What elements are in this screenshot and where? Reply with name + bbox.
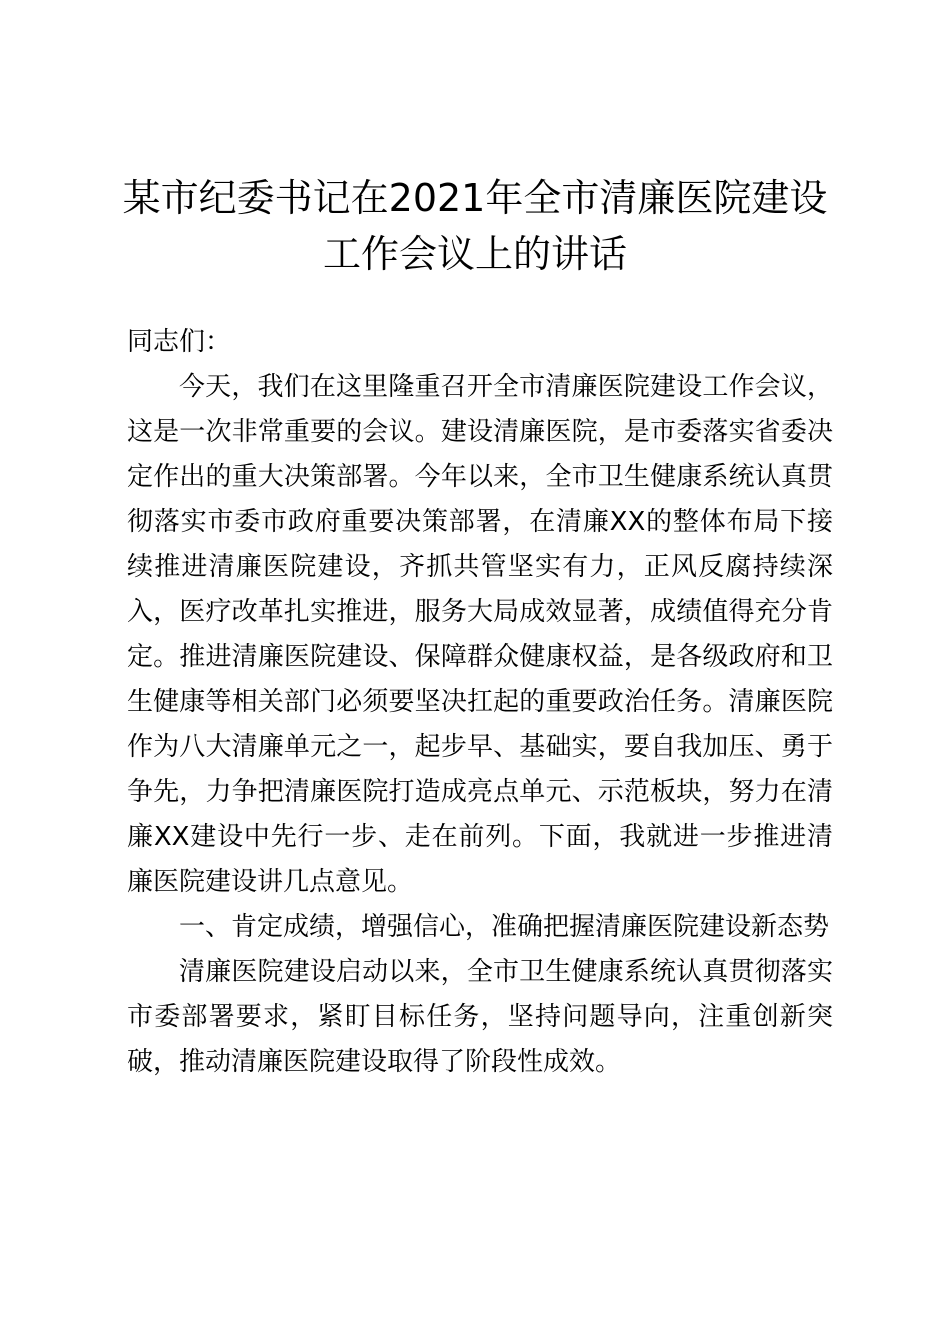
greeting: 同志们： <box>127 327 232 357</box>
section-heading: 一、肯定成绩，增强信心，准确把握清廉医院建设新态势 <box>179 912 830 942</box>
document-body <box>127 320 833 1085</box>
document-title: 某市纪委书记在2021年全市清廉医院建设工作会议上的讲话 <box>122 176 828 276</box>
paragraph-section-one: 清廉医院建设启动以来，全市卫生健康系统认真贯彻落实市委部署要求，紧盯目标任务，坚持问题导向，注重创新突破，推动清廉医院建设取得了阶段性成效。 <box>127 957 833 1077</box>
paragraph-intro: 今天，我们在这里隆重召开全市清廉医院建设工作会议，这是一次非常重要的会议。建设清廉医院，是市委落实省委决定作出的重大决策部署。今年以来，全市卫生健康系统认真贯彻落实市委市政府重要决策部署，在清廉XX的整体布局下接续推进清廉医院建设，齐抓共管坚实有力，正风反腐持续深入，医疗改革扎实推进，服务大局成效显著，成绩值得充分肯定。推进清廉医院建设、保障群众健康权益，是各级政府和卫生健康等相关部门必须要坚决扛起的重要政治任务。清廉医院作为八大清廉单元之一，起步早、基础实，要自我加压、勇于争先，力争把清廉医院打造成亮点单元、示范板块，努力在清廉XX建设中先行一步、走在前列。下面，我就进一步推进清廉医院建设讲几点意见。 <box>127 372 833 897</box>
